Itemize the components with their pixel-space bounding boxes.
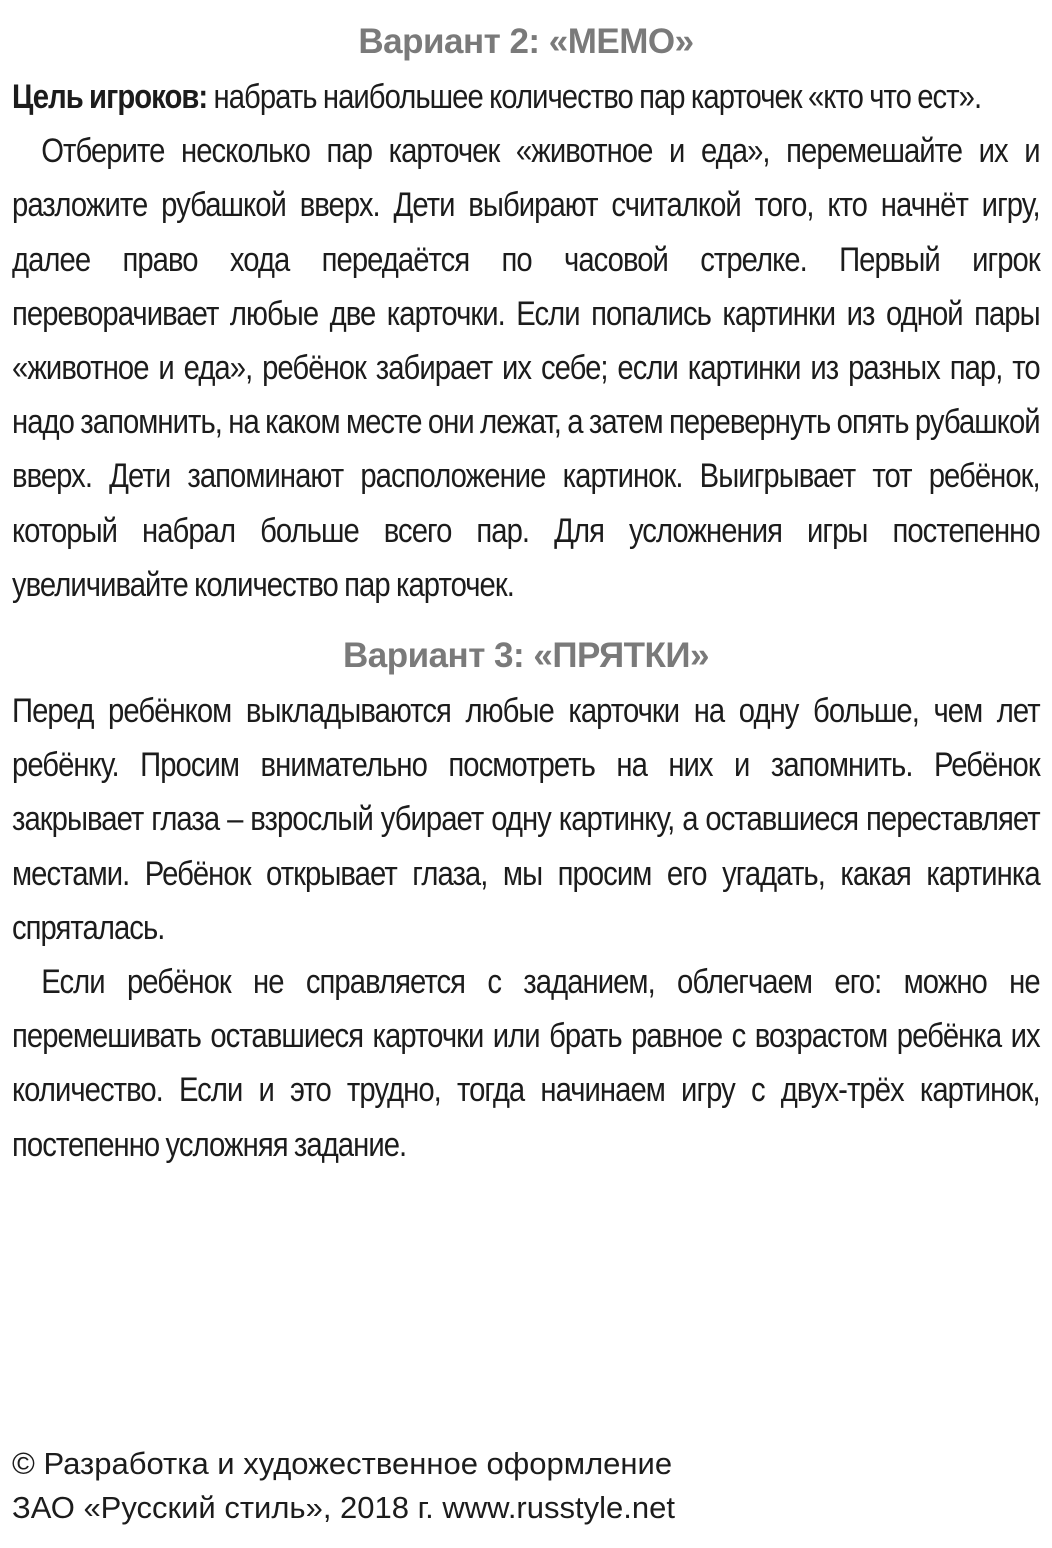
memo-rules-paragraph: Отберите несколько пар карточек «животное и еда», перемешайте их и разложите рубашкой вверх. Дети выбирают считалкой того, кто начнёт игру, далее право хода передаётся по часовой стрелке. Первый игрок переворачивает любые две карточки. Если попались картинки из одной пары «животное и еда», ребёнок забирает их себе; если картинки из разных пар, то надо запомнить, на каком месте они лежат, а затем перевернуть опять рубашкой вверх. Дети запоминают расположение картинок. Выигрывает тот ребёнок, который набрал больше всего пар. Для усложнения игры постепенно увеличивайте количество пар карточек. [12, 132, 1040, 604]
goal-label: Цель игроков: [12, 78, 208, 116]
publisher-line: ЗАО «Русский стиль», 2018 г. www.russtyle.net [12, 1490, 675, 1525]
page-content [12, 14, 1040, 1172]
copyright-line: © Разработка и художественное оформление [12, 1446, 673, 1481]
copyright-footer [12, 1442, 675, 1530]
goal-paragraph [12, 70, 1040, 124]
hide-simplify-paragraph: Если ребёнок не справляется с заданием, облегчаем его: можно не перемешивать оставшиеся карточки или брать равное с возрастом ребёнка их количество. Если и это трудно, тогда начинаем игру с двух-трёх картинок, постепенно усложняя задание. [12, 963, 1040, 1164]
section-heading-hide: Вариант 3: «ПРЯТКИ» [342, 636, 710, 676]
section-heading-memo: Вариант 2: «МЕМО» [358, 22, 694, 61]
hide-rules-paragraph: Перед ребёнком выкладываются любые карточки на одну больше, чем лет ребёнку. Просим внимательно посмотреть на них и запомнить. Ребёнок закрывает глаза – взрослый убирает одну картинку, а оставшиеся переставляет местами. Ребёнок открывает глаза, мы просим его угадать, какая картинка спряталась. [12, 692, 1040, 947]
goal-text: набрать наибольшее количество пар карточек «кто что ест». [207, 78, 982, 116]
